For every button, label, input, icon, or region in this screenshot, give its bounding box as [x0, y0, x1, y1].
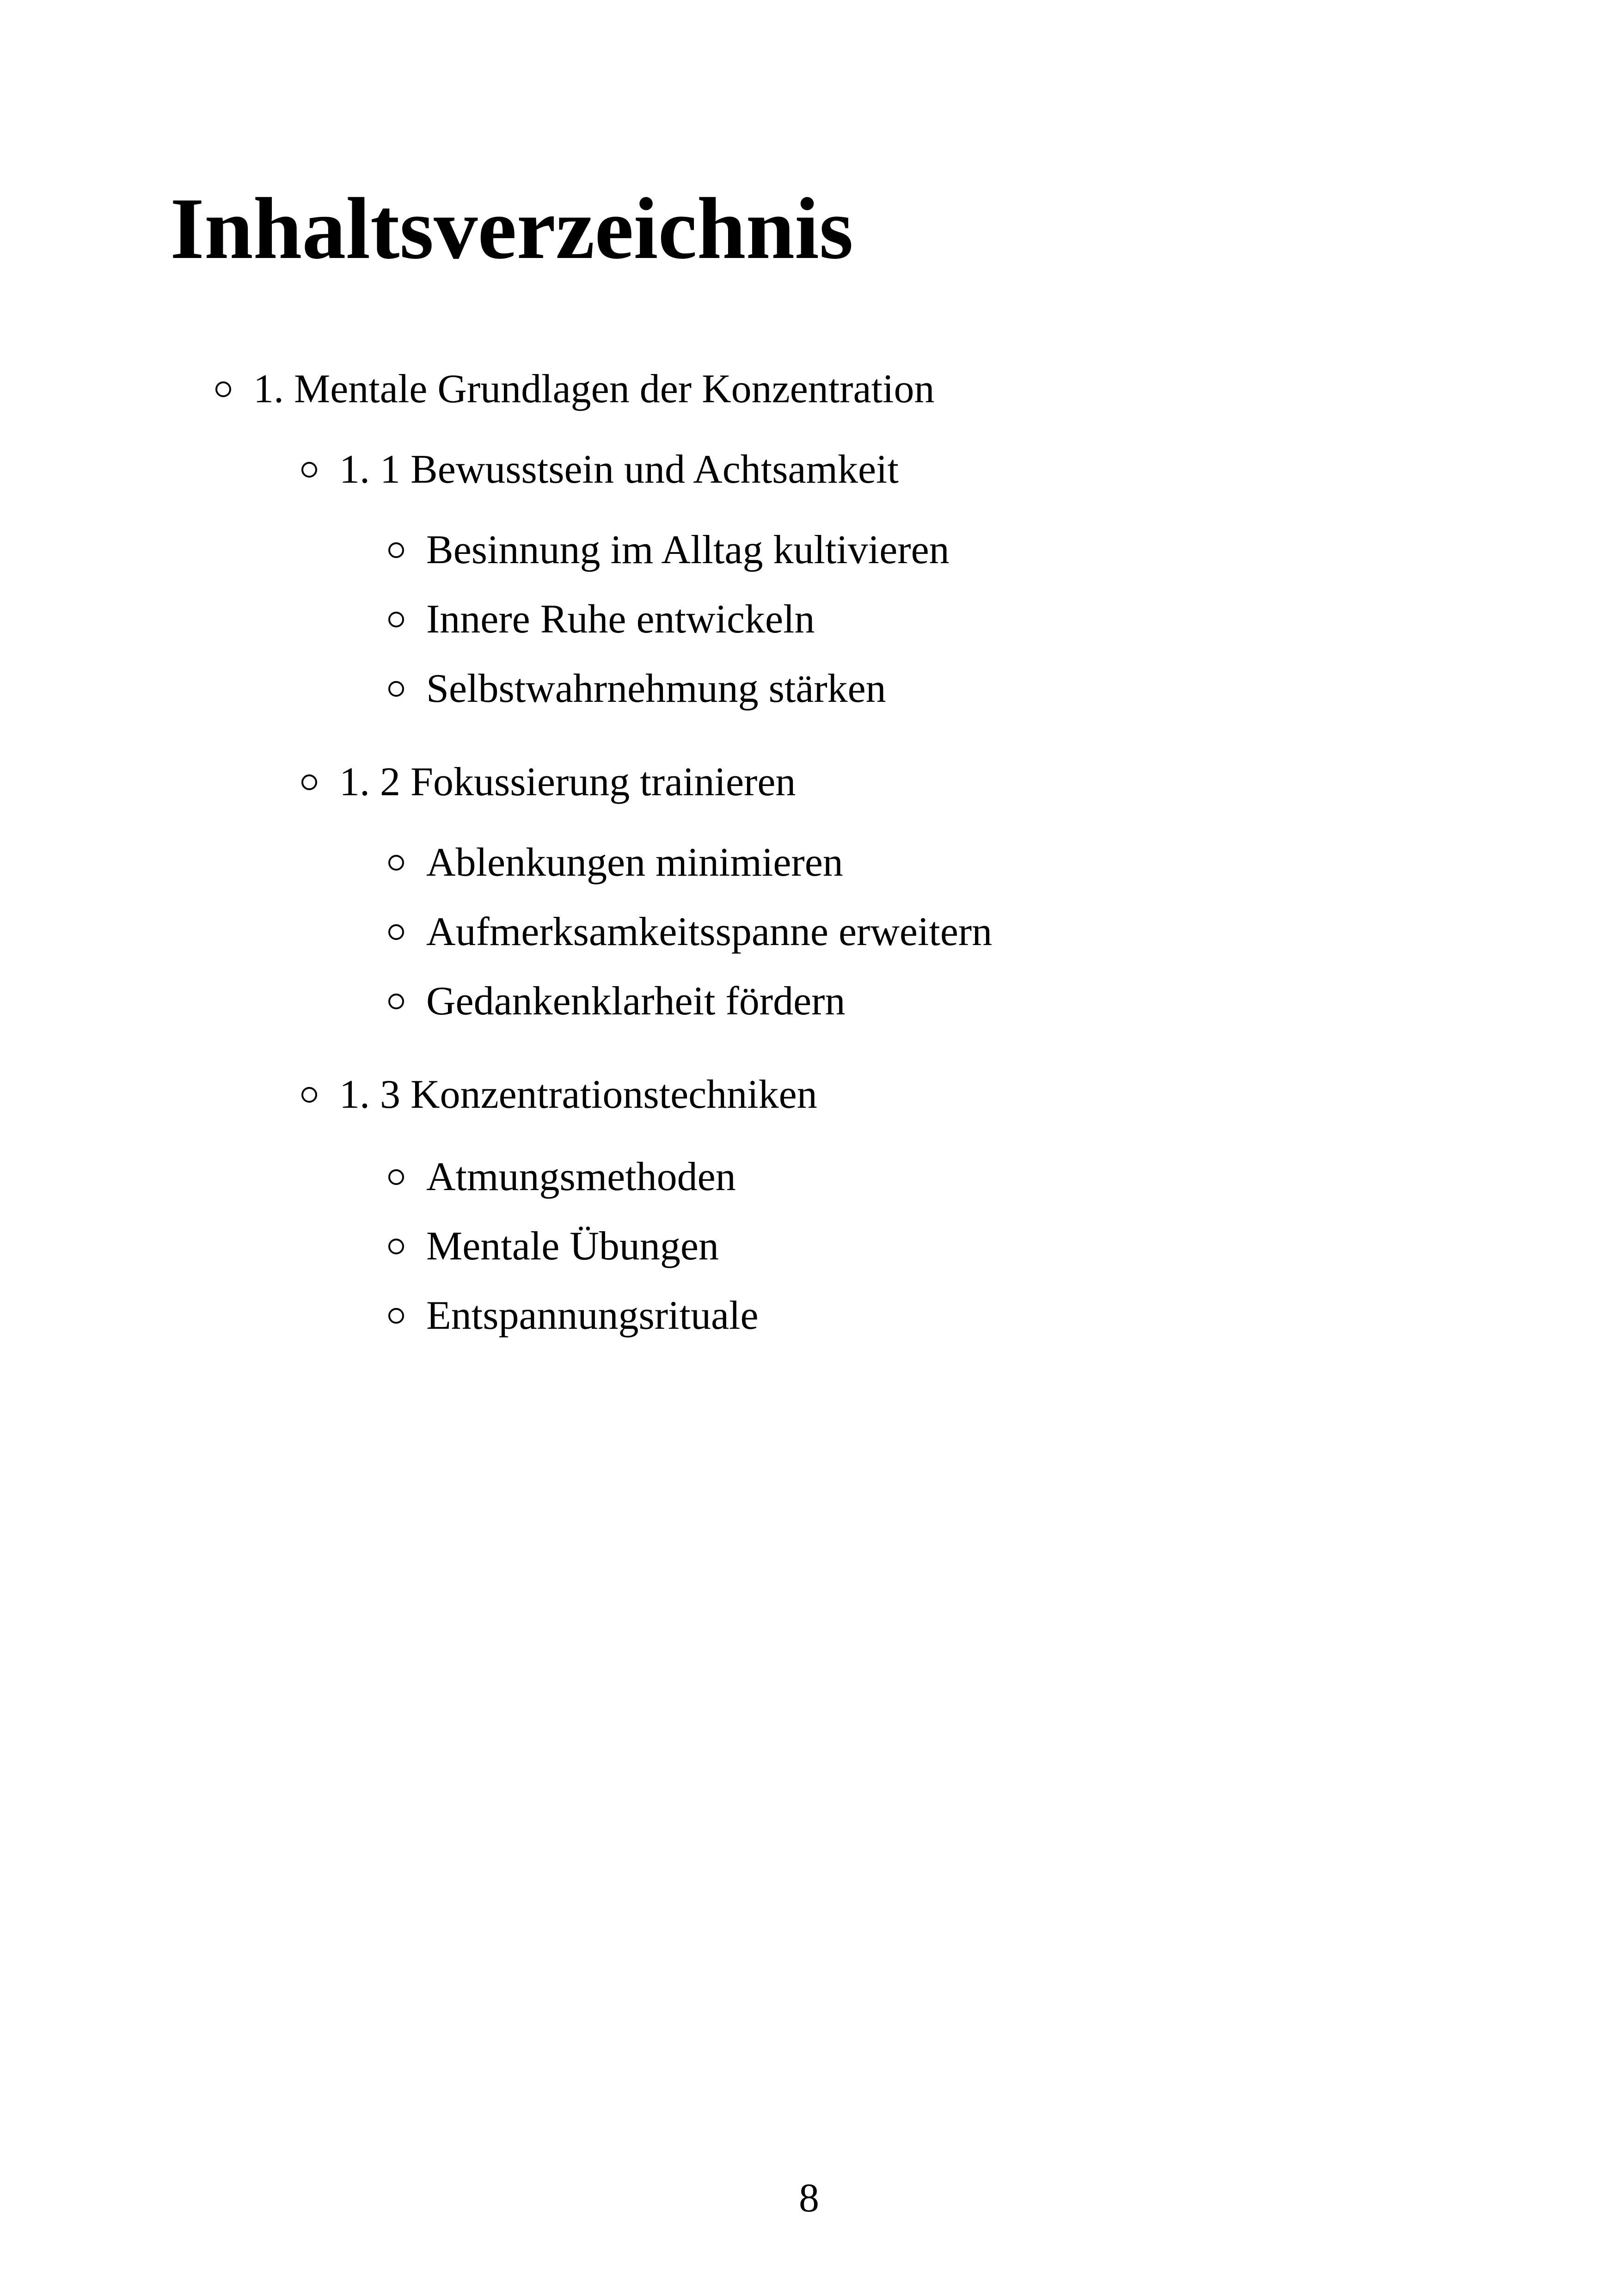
circle-bullet-icon [388, 1308, 404, 1324]
toc-item[interactable] [388, 1152, 736, 1203]
toc-chapter-1[interactable] [215, 364, 934, 415]
circle-bullet-icon [388, 994, 404, 1009]
toc-item[interactable] [388, 1290, 759, 1341]
toc-section-1-3[interactable] [301, 1069, 817, 1120]
circle-bullet-icon [215, 381, 231, 397]
circle-bullet-icon [301, 462, 317, 478]
circle-bullet-icon [388, 681, 404, 697]
toc-section-label: 1. 2 Fokussierung trainieren [339, 760, 796, 804]
toc-item-label: Mentale Übungen [426, 1224, 719, 1269]
toc-item[interactable] [388, 1221, 719, 1272]
toc-section-1-1[interactable] [301, 444, 899, 495]
circle-bullet-icon [388, 612, 404, 627]
circle-bullet-icon [388, 1169, 404, 1185]
toc-item[interactable] [388, 525, 950, 576]
toc-item-label: Besinnung im Alltag kultivieren [426, 528, 950, 572]
circle-bullet-icon [388, 542, 404, 558]
toc-section-1-2[interactable] [301, 757, 796, 808]
toc-item-label: Atmungsmethoden [426, 1154, 736, 1199]
toc-item-label: Gedankenklarheit fördern [426, 979, 846, 1024]
toc-item-label: Aufmerksamkeitsspanne erweitern [426, 909, 993, 954]
circle-bullet-icon [301, 774, 317, 790]
circle-bullet-icon [388, 924, 404, 940]
toc-item-label: Selbstwahrnehmung stärken [426, 666, 886, 711]
page-number: 8 [799, 2176, 819, 2221]
toc-item[interactable] [388, 907, 992, 958]
toc-chapter-label: 1. Mentale Grundlagen der Konzentration [253, 367, 935, 411]
toc-item[interactable] [388, 663, 886, 714]
toc-item[interactable] [388, 594, 815, 645]
toc-item-label: Entspannungsrituale [426, 1293, 759, 1338]
circle-bullet-icon [388, 855, 404, 871]
toc-section-label: 1. 1 Bewusstsein und Achtsamkeit [339, 447, 899, 492]
toc-item[interactable] [388, 976, 845, 1027]
circle-bullet-icon [388, 1239, 404, 1254]
toc-item-label: Ablenkungen minimieren [426, 840, 843, 885]
toc-item[interactable] [388, 837, 843, 888]
toc-item-label: Innere Ruhe entwickeln [426, 597, 815, 642]
toc-section-label: 1. 3 Konzentrationstechniken [339, 1072, 817, 1117]
page-title: Inhaltsverzeichnis [170, 180, 853, 277]
circle-bullet-icon [301, 1087, 317, 1103]
